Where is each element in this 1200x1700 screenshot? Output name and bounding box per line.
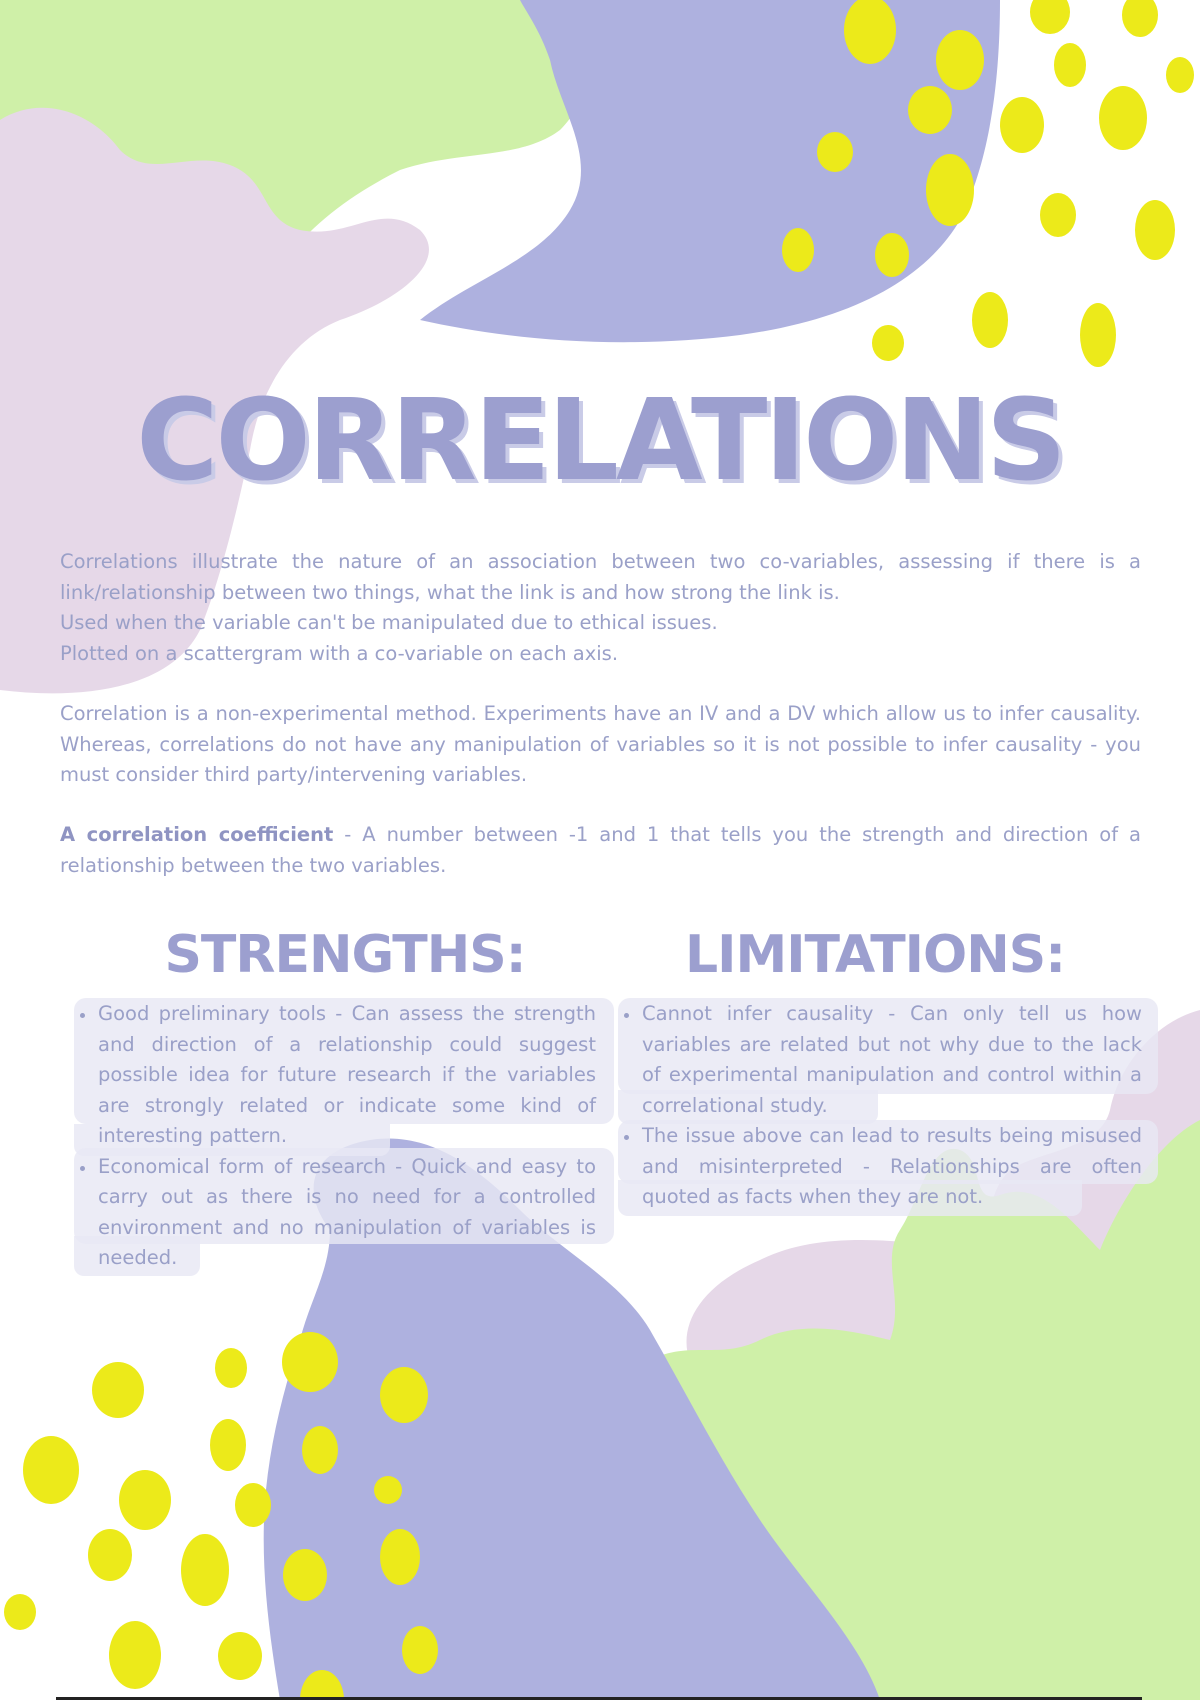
intro-text: Correlation is a non-experimental method. Experiments have an IV and a DV which allow us to infer causality. Whereas, correlations do not have any manipulation of variables so it is not possible to infer causality - you must consider third party/intervening variables. [60, 702, 1141, 786]
limitations-list [620, 999, 1142, 1213]
coefficient-term: A correlation coefficient [60, 823, 334, 846]
strengths-list [76, 999, 596, 1274]
intro-paragraph-3 [60, 820, 1141, 881]
list-item: The issue above can lead to results being misused and misinterpreted - Relationships are often quoted as facts when they are not. [620, 1121, 1142, 1213]
list-item: Cannot infer causality - Can only tell us how variables are related but not why due to the lack of experimental manipulation and control within a correlational study. [620, 999, 1142, 1121]
coefficient-text: - A number between -1 and 1 that tells you the strength and direction of a relationship between the two variables. [60, 823, 1141, 877]
intro-line: Used when the variable can't be manipulated due to ethical issues. [60, 611, 718, 634]
intro-paragraph-1 [60, 547, 1141, 669]
coefficient-definition [60, 820, 1141, 881]
list-item: Good preliminary tools - Can assess the strength and direction of a relationship could suggest possible idea for future research if the variables are strongly related or indicate some kind of interesting pattern. [76, 999, 596, 1152]
list-item: Economical form of research - Quick and easy to carry out as there is no need for a controlled environment and no manipulation of variables is needed. [76, 1152, 596, 1274]
page-title: CORRELATIONS [136, 376, 1064, 506]
intro-line: Plotted on a scattergram with a co-variable on each axis. [60, 641, 619, 665]
intro-line: Correlations illustrate the nature of an association between two co-variables, assessing if there is a link/relationship between two things, what the link is and how strong the link is. [60, 550, 1141, 604]
limitations-heading: LIMITATIONS: [684, 925, 1065, 985]
intro-paragraph-2 [60, 699, 1141, 791]
strengths-heading: STRENGTHS: [164, 925, 526, 985]
